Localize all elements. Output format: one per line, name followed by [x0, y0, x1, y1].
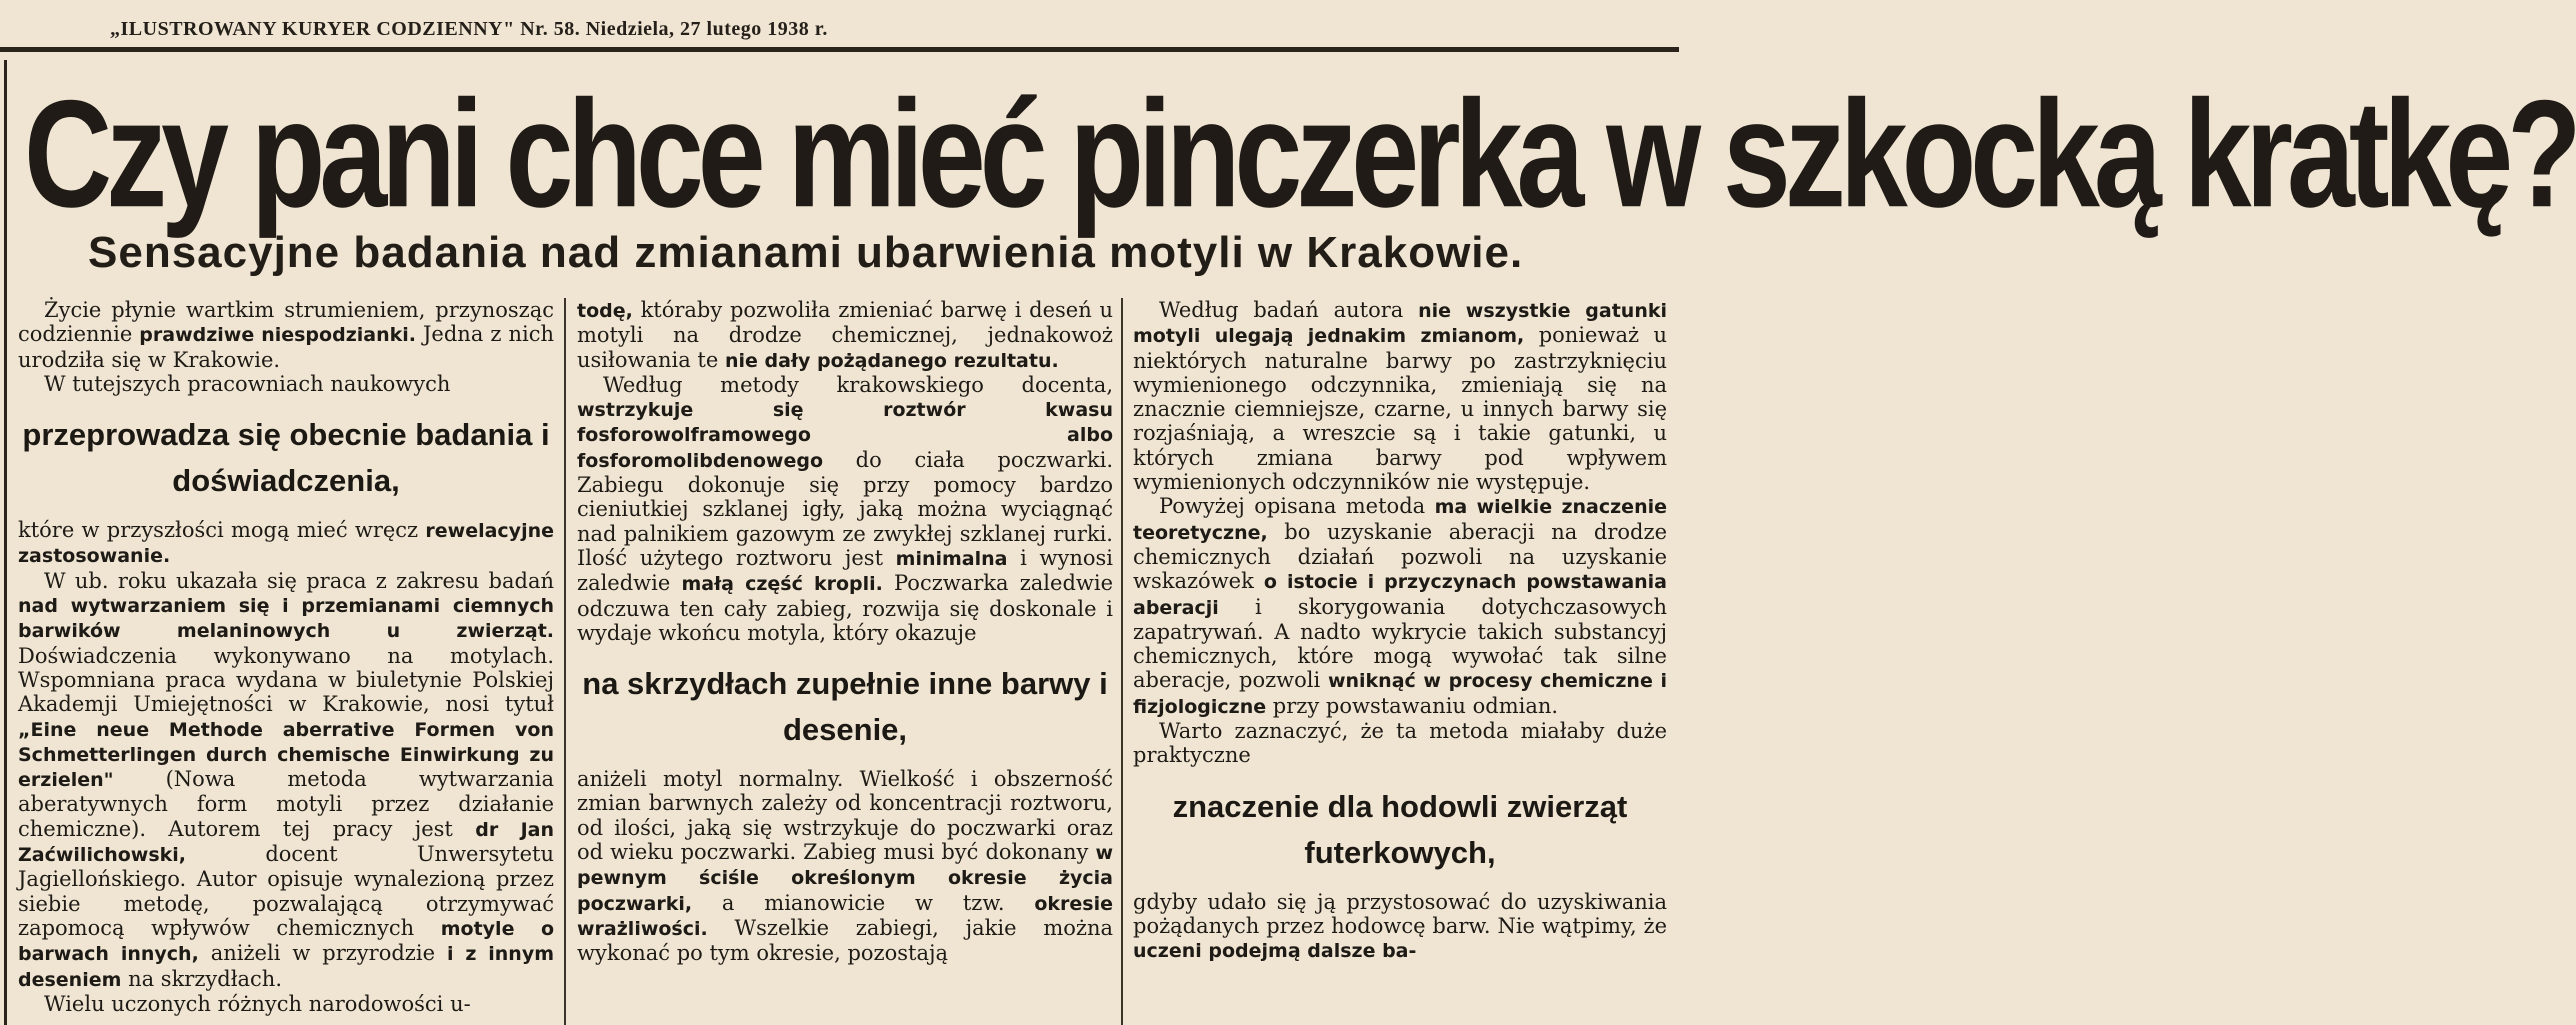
- headline: Czy pani chce mieć pinczerka w szkocką kratkę?: [24, 68, 2576, 239]
- paragraph: Życie płynie wartkim strumieniem, przynosząc codziennie prawdziwe niespodzianki. Jedna z nich urodziła się w Krakowie.: [18, 298, 554, 372]
- subheadline: Sensacyjne badania nad zmianami ubarwienia motyli w Krakowie.: [88, 228, 1524, 277]
- paragraph: W tutejszych pracowniach naukowych: [44, 371, 451, 396]
- paragraph: Według badań autora nie wszystkie gatunki motyli ulegają jednakim zmianom, ponieważ u niektórych naturalne barwy po zastrzyknięciu wymienionego odczynnika, zmieniają się na znacznie ciemniejsze, czarne, u innych barwy się rozjaśniają, a wreszcie są i takie gatunki, u których zmiana barwy pod wpływem wymienionych odczynników nie występuje.: [1133, 298, 1668, 495]
- paragraph: aniżeli motyl normalny. Wielkość i obszerność zmian barwnych zależy od koncentracji roztworu, od ilości, jaką się wstrzykuje do poczwarki oraz od wieku poczwarki. Zabieg musi być dokonany w pewnym ściśle określonym okresie życia poczwarki, a mianowicie w tzw. okresie wrażliwości. Wszelkie zabiegi, jakie można wykonać po tym okresie, pozostają: [577, 767, 1113, 966]
- left-border-rule: [4, 60, 7, 1025]
- paragraph: gdyby udało się ją przystosować do uzyskiwania pożądanych przez hodowcę barw. Nie wątpimy, że uczeni podejmą dalsze ba-: [1133, 889, 1667, 963]
- inline-heading: na skrzydłach zupełnie inne barwy i desenie,: [582, 666, 1108, 748]
- inline-heading: przeprowadza się obecnie badania i doświadczenia,: [22, 417, 550, 499]
- article-column-3: [1133, 298, 1667, 964]
- article-column-2: [577, 298, 1113, 966]
- paragraph: które w przyszłości mogą mieć wręcz rewelacyjne zastosowanie.: [18, 518, 554, 568]
- column-rule: [564, 298, 566, 1025]
- paragraph: Wielu uczonych różnych narodowości u-: [44, 991, 471, 1016]
- column-rule: [1121, 298, 1123, 1025]
- masthead-rule: [0, 47, 1679, 52]
- article-column-1: [18, 298, 554, 1016]
- paragraph: Powyżej opisana metoda ma wielkie znaczenie teoretyczne, bo uzyskanie aberacji na drodze chemicznych działań pozwoli na uzyskanie wskazówek o istocie i przyczynach powstawania aberacji i skorygowania dotychczasowych zapatrywań. A nadto wykrycie takich substancyj chemicznych, które mogą wywołać tak silne aberacje, pozwoli wniknąć w procesy chemiczne i fizjologiczne przy powstawaniu odmian.: [1133, 494, 1667, 718]
- paragraph: todę, któraby pozwoliła zmieniać barwę i deseń u motyli na drodze chemicznej, jednakowoż usiłowania te nie dały pożądanego rezultatu.: [577, 298, 1113, 372]
- masthead: „ILUSTROWANY KURYER CODZIENNY" Nr. 58. Niedziela, 27 lutego 1938 r.: [110, 18, 828, 40]
- paragraph: Warto zaznaczyć, że ta metoda miałaby duże praktyczne: [1133, 719, 1667, 768]
- inline-heading: znaczenie dla hodowli zwierząt futerkowych,: [1172, 788, 1628, 870]
- paragraph: W ub. roku ukazała się praca z zakresu badań nad wytwarzaniem się i przemianami ciemnych barwików melaninowych u zwierząt. Doświadczenia wykonywano na motylach. Wspomniana praca wydana w biuletynie Polskiej Akademji Umiejętności w Krakowie, nosi tytuł „Eine neue Methode aberrative Formen von Schmetterlingen durch chemische Einwirkung zu erzielen" (Nowa metoda wytwarzania aberatywnych form motyli przez działanie chemiczne). Autorem tej pracy jest dr Jan Zaćwilichowski, docent Unwersytetu Jagiellońskiego. Autor opisuje wynalezioną przez siebie metodę, pozwalającą otrzymywać zapomocą wpływów chemicznych motyle o barwach innych, aniżeli w przyrodzie i z innym deseniem na skrzydłach.: [18, 568, 555, 991]
- paragraph: Według metody krakowskiego docenta, wstrzykuje się roztwór kwasu fosforowolframowego albo fosforomolibdenowego do ciała poczwarki. Zabiegu dokonuje się przy pomocy bardzo cieniutkiej szklanej igły, jaką można wyciągnąć nad palnikiem gazowym ze zwykłej szklanej rurki. Ilość użytego roztworu jest minimalna i wynosi zaledwie małą część kropli. Poczwarka zaledwie odczuwa ten cały zabieg, rozwija się doskonale i wydaje wkońcu motyla, który okazuje: [577, 372, 1114, 645]
